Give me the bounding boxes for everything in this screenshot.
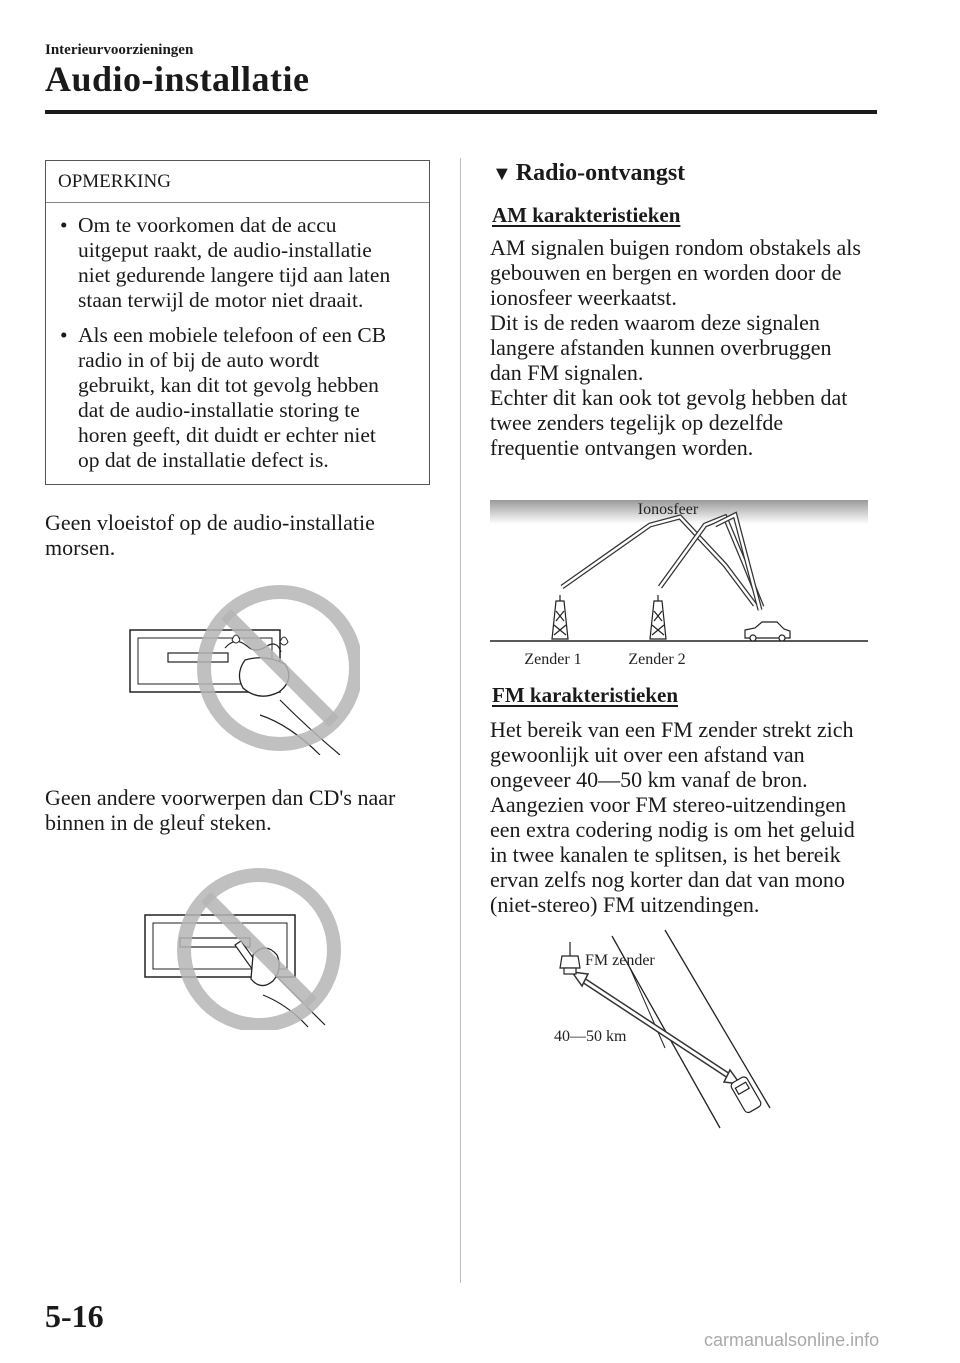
note-heading: OPMERKING — [46, 161, 429, 203]
no-objects-paragraph: Geen andere voorwerpen dan CD's naar binnen in de gleuf steken. — [45, 785, 396, 835]
station2-label: Zender 2 — [628, 651, 686, 668]
note-line: dat de audio-installatie storing te — [78, 398, 360, 422]
tower-icon — [552, 595, 568, 639]
fm-paragraph: Het bereik van een FM zender strekt zich gewoonlijk uit over een afstand van ongeveer 40―50 km vanaf de bron. Aangezien voor FM stereo-uitzendingen een extra codering nodig is om het geluid in twee kanalen te splitsen, is het bereik ervan zelfs nog korter dan dat van mono (niet-stereo) FM uitzendingen. — [490, 717, 855, 917]
car-icon — [745, 622, 790, 641]
page-number: 5-16 — [45, 1298, 104, 1334]
am-reception-diagram — [490, 495, 870, 670]
bullet-icon: • — [60, 323, 68, 347]
station1-label: Zender 1 — [524, 651, 582, 668]
note-box — [45, 160, 430, 485]
road-center — [630, 968, 665, 1048]
watermark: carmanualsonline.info — [704, 1330, 880, 1350]
car-icon — [730, 1076, 763, 1114]
note-line: Als een mobiele telefoon of een CB — [78, 323, 387, 347]
note-item — [58, 323, 417, 473]
note-line: gebruikt, kan dit tot gevolg hebben — [78, 373, 379, 397]
note-line: niet gedurende langere tijd aan laten — [78, 263, 391, 287]
note-list — [46, 203, 429, 473]
fm-station-icon — [560, 942, 580, 974]
note-line: Om te voorkomen dat de accu — [78, 213, 337, 237]
no-objects-illustration — [135, 855, 345, 1030]
tower-icon — [650, 595, 666, 639]
note-line: op dat de installatie defect is. — [78, 448, 329, 472]
note-line: horen geeft, dit duidt er echter niet — [78, 423, 376, 447]
note-line: staan terwijl de motor niet draait. — [78, 288, 364, 312]
no-liquid-illustration — [120, 580, 360, 755]
section-label: Interieurvoorzieningen — [45, 42, 194, 58]
am-heading: AM karakteristieken — [492, 203, 681, 227]
fm-range-diagram — [540, 928, 775, 1133]
no-liquid-paragraph: Geen vloeistof op de audio-installatie morsen. — [45, 510, 375, 560]
road-edge — [665, 930, 770, 1108]
radio-reception-title: ▼ Radio-ontvangst — [492, 160, 686, 186]
fm-heading: FM karakteristieken — [492, 683, 679, 707]
page-title: Audio-installatie — [45, 59, 310, 99]
am-paragraph: AM signalen buigen rondom obstakels als gebouwen en bergen en worden door de ionosfeer weerkaatst. Dit is de reden waarom deze signalen langere afstanden kunnen overbruggen dan FM signalen. Echter dit kan ook tot gevolg hebben dat twee zenders tegelijk op dezelfde frequentie ontvangen worden. — [490, 235, 861, 460]
bullet-icon: • — [60, 213, 68, 237]
note-line: radio in of bij de auto wordt — [78, 348, 320, 372]
note-item — [58, 213, 417, 313]
fm-station-label: FM zender — [585, 952, 655, 969]
header-rule — [45, 110, 877, 114]
fm-distance-label: 40―50 km — [554, 1028, 627, 1045]
triangle-marker-icon: ▼ — [492, 163, 512, 185]
note-line: uitgeput raakt, de audio-installatie — [78, 238, 372, 262]
ionosphere-label: Ionosfeer — [637, 501, 699, 518]
column-divider — [460, 158, 461, 1283]
